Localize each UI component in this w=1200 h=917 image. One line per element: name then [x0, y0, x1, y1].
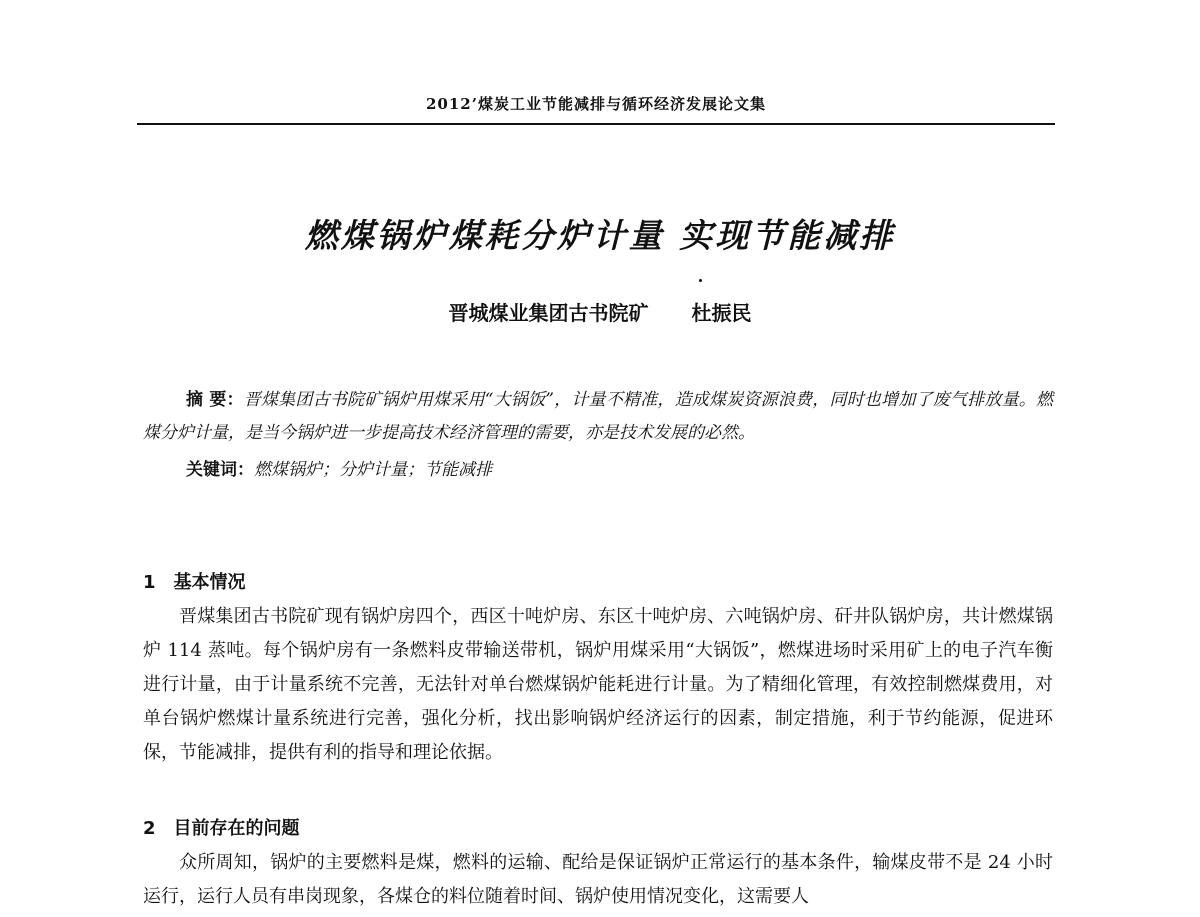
- section-title: 目前存在的问题: [173, 818, 300, 839]
- section-number: 2: [143, 818, 156, 839]
- section-body: 众所周知，锅炉的主要燃料是煤，燃料的运输、配给是保证锅炉正常运行的基本条件，输煤皮带不是 24 小时运行，运行人员有串岗现象，各煤仓的料位随着时间、锅炉使用情况变化，这需要人: [143, 852, 1053, 907]
- section-heading: [143, 812, 1053, 846]
- author-affiliation: 晋城煤业集团古书院矿: [448, 301, 649, 325]
- stray-dot: [699, 279, 702, 282]
- author-line: [0, 297, 1200, 326]
- section-title: 基本情况: [173, 572, 246, 593]
- section-number: 1: [143, 572, 156, 593]
- header-rule: [137, 123, 1055, 125]
- keywords-label: 关键词：: [186, 460, 254, 480]
- abstract-text: 晋煤集团古书院矿锅炉用煤采用“大锅饭”，计量不精准，造成煤炭资源浪费，同时也增加了废气排放量。燃煤分炉计量，是当今锅炉进一步提高技术经济管理的需要，亦是技术发展的必然。: [143, 390, 1053, 443]
- section-2: [143, 812, 1053, 914]
- section-body: 晋煤集团古书院矿现有锅炉房四个，西区十吨炉房、东区十吨炉房、六吨锅炉房、矸井队锅炉房，共计燃煤锅炉 114 蒸吨。每个锅炉房有一条燃料皮带输送带机，锅炉用煤采用“大锅饭”，燃煤进场时采用矿上的电子汽车衡进行计量，由于计量系统不完善，无法针对单台燃煤锅炉能耗进行计量。为了精细化管理，有效控制燃煤费用，对单台锅炉燃煤计量系统进行完善，强化分析，找出影响锅炉经济运行的因素，制定措施，利于节约能源，促进环保，节能减排，提供有利的指导和理论依据。: [143, 606, 1053, 763]
- keywords-text: 燃煤锅炉；分炉计量；节能减排: [254, 460, 492, 480]
- paper-title: 燃煤锅炉煤耗分炉计量 实现节能减排: [304, 216, 896, 255]
- abstract-block: [143, 384, 1053, 487]
- section-1: [143, 566, 1053, 770]
- abstract-paragraph: [143, 384, 1053, 450]
- section-heading: [143, 566, 1053, 600]
- author-name: 杜振民: [691, 301, 752, 325]
- running-header: 2012’煤炭工业节能减排与循环经济发展论文集: [426, 95, 766, 113]
- abstract-label: 摘 要：: [186, 390, 244, 410]
- keywords-paragraph: [143, 454, 1053, 487]
